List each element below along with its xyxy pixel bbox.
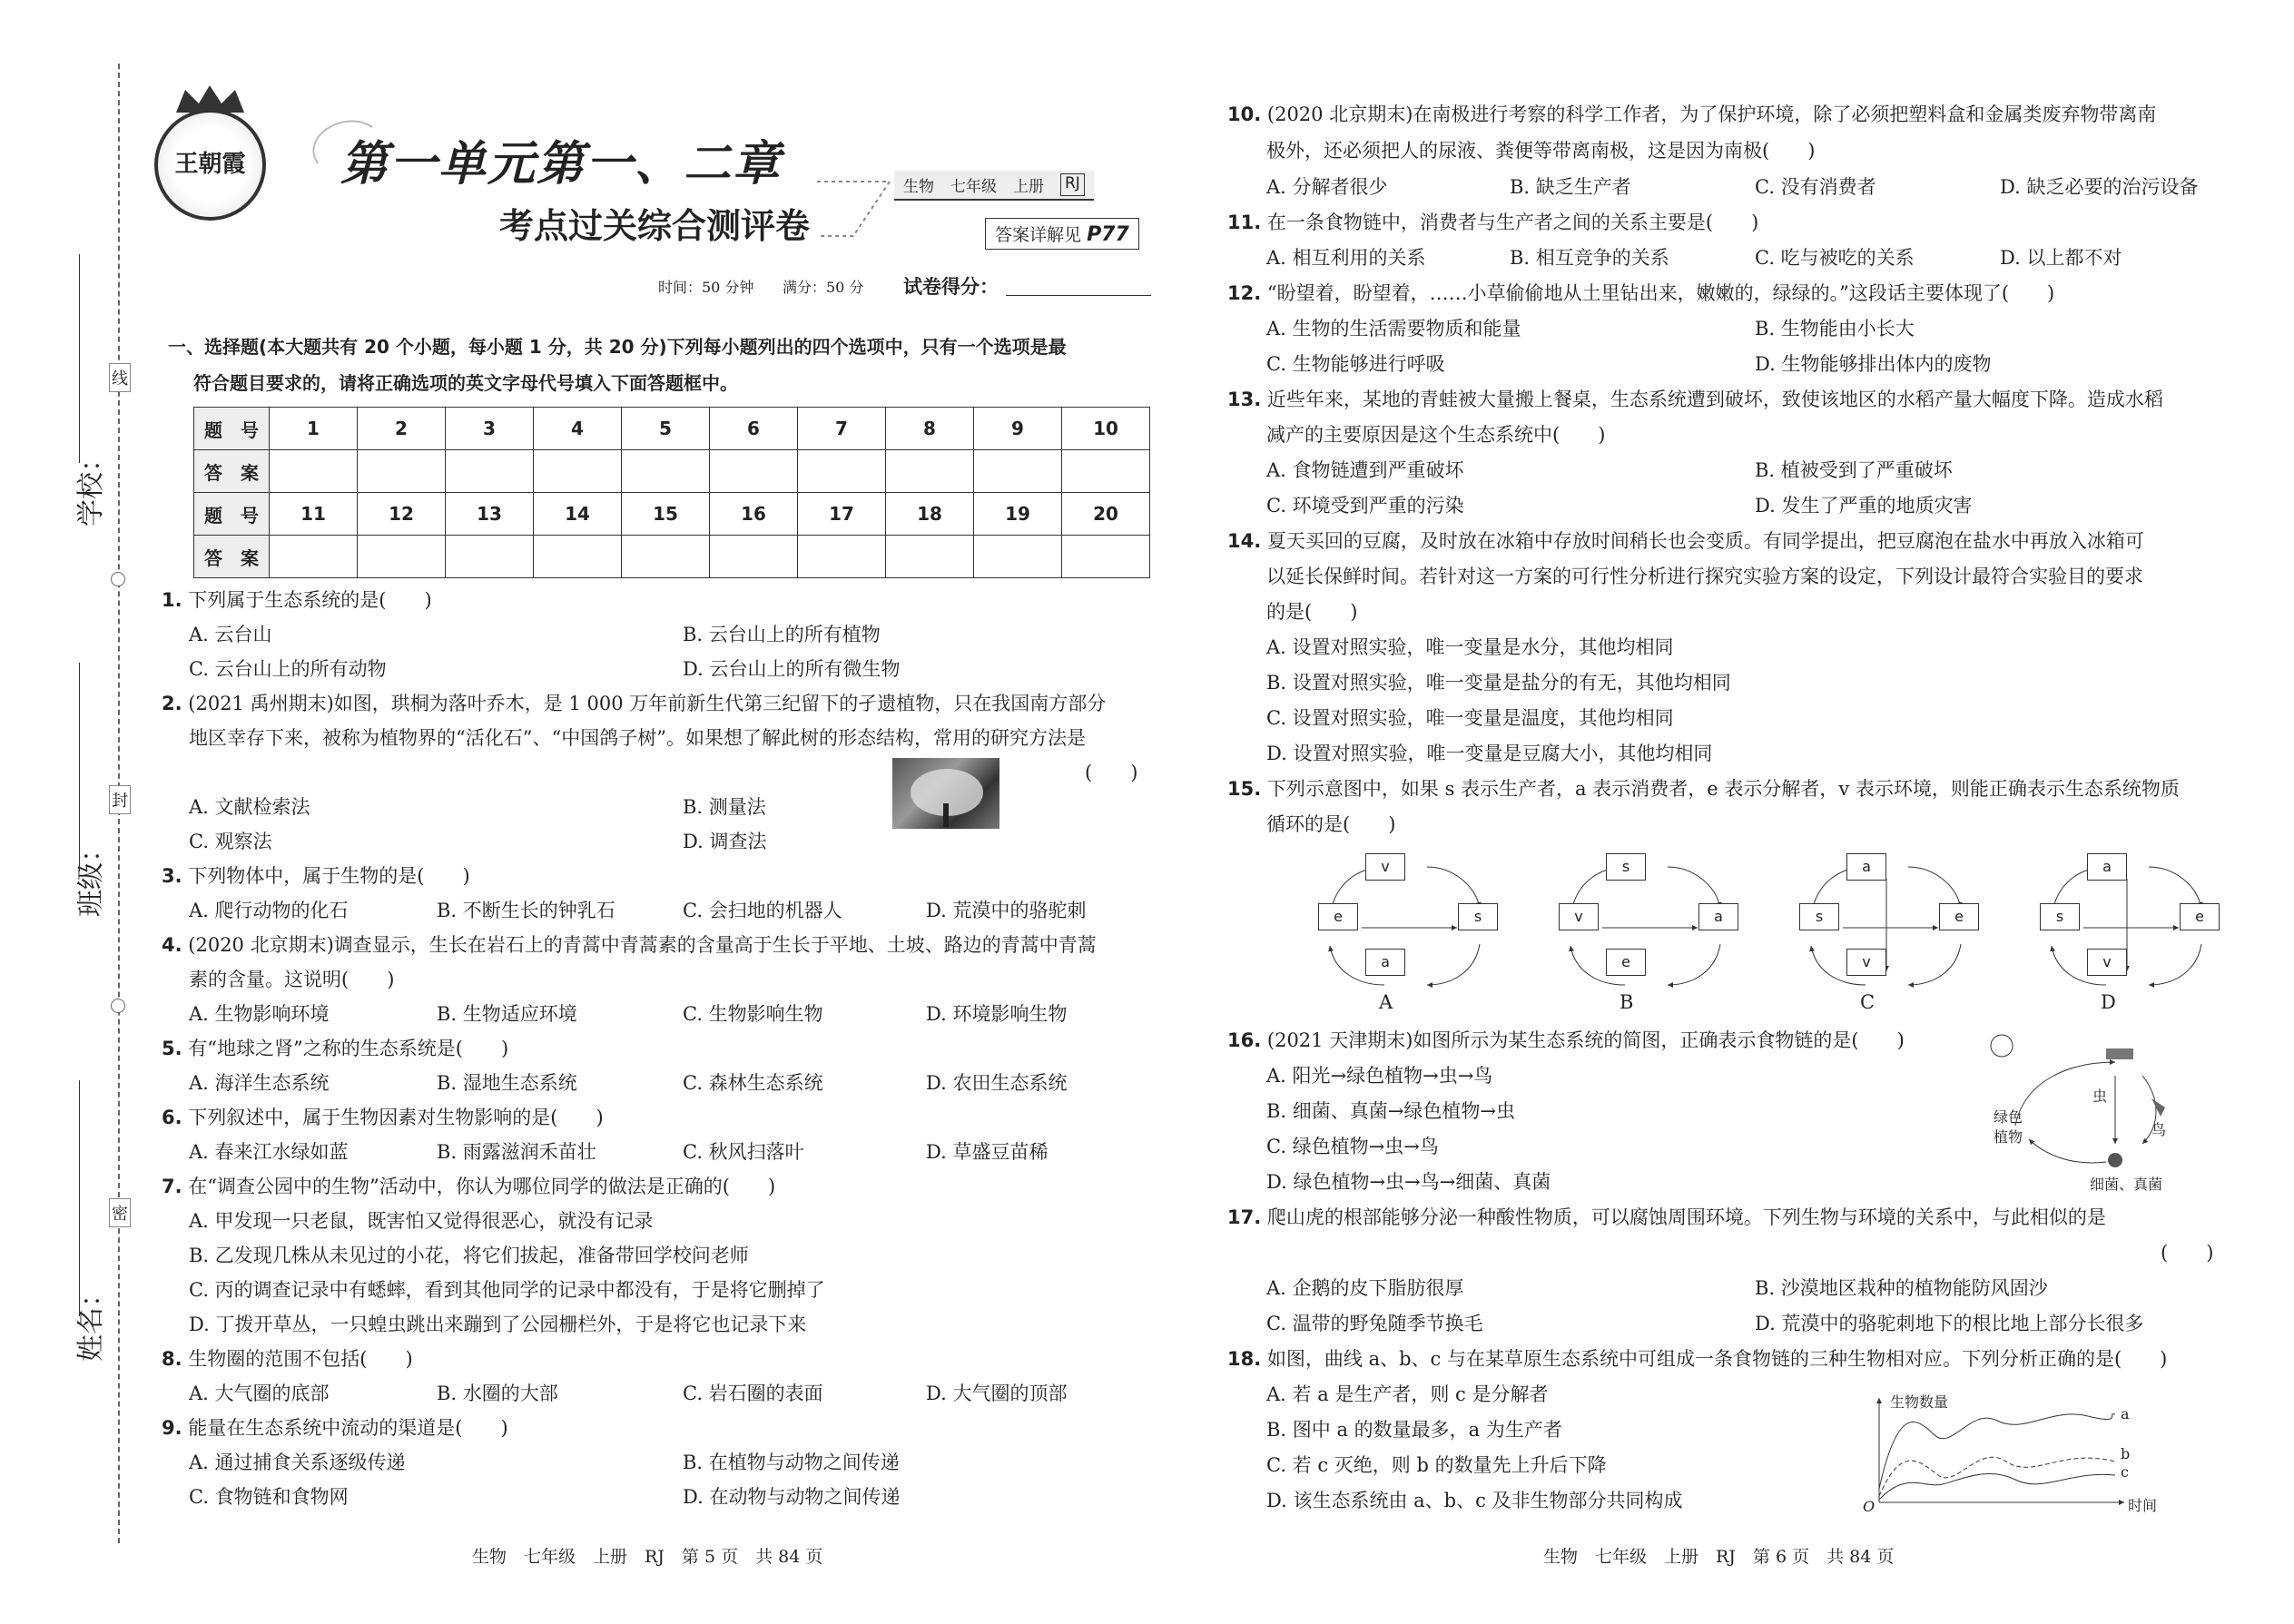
option-b[interactable]: B. 云台山上的所有植物 [683,624,881,645]
option-d[interactable]: D. 调查法 [683,831,767,852]
node-e: e [1318,903,1358,930]
question-number-cell: 13 [446,493,534,536]
question-number-cell: 10 [1062,408,1150,450]
tag-volume: 上册 [1013,178,1044,196]
node-e: e [1606,949,1646,976]
option-a[interactable]: A. 文献检索法 [189,796,310,818]
option-b[interactable]: B. 湿地生态系统 [437,1072,577,1094]
question-number-cell: 14 [534,493,622,536]
graph-origin: O [1863,1498,1876,1515]
page-footer-left: 生物 七年级 上册 RJ 第 5 页 共 84 页 [472,1547,823,1567]
graph-x-label: 时间 [2128,1497,2158,1514]
question-number-cell: 1 [270,408,358,450]
crown-icon [158,85,262,113]
exam-full-score: 满分：50 分 [783,279,864,296]
question-17: 17. 爬山虎的根部能够分泌一种酸性物质，可以腐蚀周围环境。下列生物与环境的关系中，与此相似的是 [1227,1206,2106,1228]
answer-cell[interactable] [622,450,710,493]
question-number-cell: 11 [270,493,358,536]
option-a[interactable]: A. 若 a 是生产者，则 c 是分解者 [1266,1383,1549,1405]
option-b[interactable]: B. 生物适应环境 [437,1003,577,1025]
question-4-line2: 素的含量。这说明( ) [189,969,395,990]
option-d[interactable]: D. 发生了严重的地质灾害 [1755,495,1973,517]
option-b[interactable]: B. 测量法 [683,796,766,818]
question-2: 2. (2021 禹州期末)如图，珙桐为落叶乔木，是 1 000 万年前新生代第三纪留下的孑遗植物，只在我国南方部分 [162,693,1107,714]
answer-cell[interactable] [1062,450,1150,493]
question-number-cell: 6 [710,408,798,450]
answer-cell[interactable] [710,536,798,578]
answer-cell[interactable] [1062,536,1150,578]
option-d[interactable]: D. 绿色植物→虫→鸟→细菌、真菌 [1266,1171,1551,1193]
node-s: s [1458,903,1498,930]
option-c[interactable]: C. 吃与被吃的关系 [1755,247,1915,269]
option-a[interactable]: A. 生物影响环境 [189,1003,330,1025]
answer-cell[interactable] [270,536,358,578]
node-v: v [2087,949,2127,976]
option-c[interactable]: C. 设置对照实验，唯一变量是温度，其他均相同 [1266,707,1674,729]
answer-cell[interactable] [974,536,1062,578]
option-a[interactable]: A. 海洋生态系统 [189,1072,330,1094]
table-row [194,450,1150,493]
option-b[interactable]: B. 缺乏生产者 [1510,176,1631,198]
question-number-cell: 2 [358,408,446,450]
option-c[interactable]: C. 岩石圈的表面 [683,1383,823,1404]
answer-reference [985,218,1139,250]
option-c[interactable]: C. 绿色植物→虫→鸟 [1266,1136,1439,1157]
question-3: 3. 下列物体中，属于生物的是( ) [162,865,470,887]
node-s: s [2040,903,2080,930]
question-15: 15. 下列示意图中，如果 s 表示生产者，a 表示消费者，e 表示分解者，v 表示环境，则能正确表示生态系统物质 [1227,778,2180,800]
option-c[interactable]: C. 生物影响生物 [683,1003,823,1025]
option-c[interactable]: C. 丙的调查记录中有蟋蟀，看到其他同学的记录中都没有，于是将它删掉了 [189,1279,825,1301]
node-v: v [1365,853,1405,881]
tag-subject: 生物 [903,178,934,196]
node-a: a [1846,853,1886,881]
figure-label-bird: 鸟 [2151,1121,2167,1138]
option-b[interactable]: B. 乙发现几株从未见过的小花，将它们拔起，准备带回学校问老师 [189,1245,749,1266]
question-10: 10. (2020 北京期末)在南极进行考察的科学工作者，为了保护环境，除了必须把塑料盒和金属类废弃物带离南 [1227,103,2157,125]
question-number-cell: 20 [1062,493,1150,536]
class-label: 班级： [75,835,107,917]
option-b[interactable]: B. 细菌、真菌→绿色植物→虫 [1266,1100,1515,1122]
answer-cell[interactable] [974,450,1062,493]
option-b[interactable]: B. 雨露滋润禾苗壮 [437,1141,596,1163]
answer-paren: ( ) [2161,1242,2214,1264]
question-number-cell: 5 [622,408,710,450]
option-a[interactable]: A. 大气圈的底部 [189,1383,330,1404]
ecosystem-figure [1979,1026,2197,1180]
question-12: 12. “盼望着，盼望着，……小草偷偷地从土里钻出来，嫩嫩的，绿绿的。”这段话主要体现了( ) [1227,282,2055,304]
score-label: 试卷得分： [903,276,999,298]
option-c[interactable]: C. 若 c 灭绝，则 b 的数量先上升后下降 [1266,1454,1607,1476]
school-field[interactable] [79,254,80,463]
option-a[interactable]: A. 相互利用的关系 [1266,247,1426,269]
insect-icon [2106,1048,2133,1059]
option-a[interactable]: A. 春来江水绿如蓝 [189,1141,349,1163]
node-s: s [1606,853,1646,881]
node-a: a [2087,853,2127,881]
option-d[interactable]: D. 环境影响生物 [926,1003,1068,1025]
question-1: 1. 下列属于生态系统的是( ) [162,589,432,611]
logo-text: 王朝霞 [174,151,246,178]
diagram-label-c: C [1860,991,1876,1013]
question-8: 8. 生物圈的范围不包括( ) [162,1348,413,1370]
answer-cell[interactable] [446,450,534,493]
option-b[interactable]: B. 设置对照实验，唯一变量是盐分的有无，其他均相同 [1266,672,1731,694]
exam-time: 时间：50 分钟 [658,279,754,296]
figure-label-plant2: 植物 [1994,1128,2023,1146]
diagram-label-d: D [2101,991,2116,1013]
option-c[interactable]: C. 云台山上的所有动物 [189,658,387,680]
option-c[interactable]: C. 会扫地的机器人 [683,900,842,921]
node-v: v [1846,949,1886,976]
option-b[interactable]: B. 植被受到了严重破坏 [1755,459,1953,481]
option-d[interactable]: D. 荒漠中的骆驼刺地下的根比地上部分长很多 [1755,1313,2144,1334]
figure-label-microbe: 细菌、真菌 [2090,1176,2163,1193]
answer-cell[interactable] [798,536,886,578]
option-a[interactable]: A. 阳光→绿色植物→虫→鸟 [1266,1065,1493,1087]
answer-cell[interactable] [534,450,622,493]
answer-cell[interactable] [622,536,710,578]
question-number-cell: 15 [622,493,710,536]
option-a[interactable]: A. 云台山 [189,624,272,645]
class-field[interactable] [79,663,80,871]
question-number-cell: 4 [534,408,622,450]
question-number-cell: 3 [446,408,534,450]
question-13-line2: 减产的主要原因是这个生态系统中( ) [1266,424,1606,446]
option-d[interactable]: D. 设置对照实验，唯一变量是豆腐大小，其他均相同 [1266,743,1713,764]
seal-mark-secret: 密 [109,1198,131,1227]
option-a[interactable]: A. 企鹅的皮下脂肪很厚 [1266,1277,1464,1299]
graph-y-label: 生物数量 [1890,1393,1949,1411]
question-6: 6. 下列叙述中，属于生物因素对生物影响的是( ) [162,1107,604,1128]
curve-a [1879,1414,2115,1489]
name-label: 姓名： [75,1280,107,1362]
option-b[interactable]: B. 图中 a 的数量最多，a 为生产者 [1266,1419,1562,1441]
option-c[interactable]: C. 观察法 [189,831,272,852]
option-b[interactable]: B. 沙漠地区栽种的植物能防风固沙 [1755,1277,2048,1299]
node-e: e [2180,903,2220,930]
binding-hole-icon [111,999,125,1013]
name-field[interactable] [79,1080,80,1316]
option-d[interactable]: D. 在动物与动物之间传递 [683,1486,901,1508]
answer-cell[interactable] [358,536,446,578]
question-number-cell: 18 [886,493,974,536]
option-d[interactable]: D. 农田生态系统 [926,1072,1068,1094]
binding-hole-icon [111,572,125,586]
option-a[interactable]: A. 通过捕食关系逐级传递 [189,1452,406,1473]
figure-label-insect: 虫 [2092,1088,2108,1105]
option-d[interactable]: D. 草盛豆苗稀 [926,1141,1049,1163]
question-9: 9. 能量在生态系统中流动的渠道是( ) [162,1417,508,1439]
option-a[interactable]: A. 爬行动物的化石 [189,900,349,921]
option-a[interactable]: A. 甲发现一只老鼠，既害怕又觉得很恶心，就没有记录 [189,1210,654,1232]
option-b[interactable]: B. 不断生长的钟乳石 [437,900,615,921]
curve-a-label: a [2121,1405,2130,1422]
answer-cell[interactable] [886,450,974,493]
question-number-cell: 16 [710,493,798,536]
curve-b-label: b [2121,1445,2131,1462]
node-e: e [1939,903,1979,930]
table-header-answer: 答 案 [194,450,270,493]
diagram-label-b: B [1620,991,1634,1013]
brand-logo [154,109,266,221]
option-d[interactable]: D. 云台山上的所有微生物 [683,658,901,680]
answer-cell[interactable] [270,450,358,493]
option-d[interactable]: D. 以上都不对 [2000,247,2122,269]
tag-edition: RJ [1060,173,1085,196]
question-14-line2: 以延长保鲜时间。若针对这一方案的可行性分析进行探究实验方案的设定，下列设计最符合实验目的要求 [1266,566,2143,587]
option-b[interactable]: B. 水圈的大部 [437,1383,558,1404]
question-7: 7. 在“调查公园中的生物”活动中，你认为哪位同学的做法是正确的( ) [162,1176,776,1197]
question-4: 4. (2020 北京期末)调查显示，生长在岩石上的青蒿中青蒿素的含量高于生长于平地、土坡、路边的青蒿中青蒿 [162,934,1097,956]
seal-mark-line: 线 [109,363,131,392]
page-title: 第一单元第一、二章 [340,137,783,192]
school-label: 学校： [75,445,107,527]
option-d[interactable]: D. 荒漠中的骆驼刺 [926,900,1087,921]
question-number-cell: 7 [798,408,886,450]
question-number-cell: 17 [798,493,886,536]
microbe-icon [2108,1153,2122,1167]
option-a[interactable]: A. 分解者很少 [1266,176,1388,198]
answer-cell[interactable] [886,536,974,578]
option-c[interactable]: C. 秋风扫落叶 [683,1141,804,1163]
figure-label-plant: 绿色 [1994,1108,2023,1126]
option-a[interactable]: A. 生物的生活需要物质和能量 [1266,318,1521,340]
section-instruction-line1: 一、选择题(本大题共有 20 个小题，每小题 1 分，共 20 分)下列每小题列出的四个选项中，只有一个选项是最 [168,336,1067,358]
question-13: 13. 近些年来，某地的青蛙被大量搬上餐桌，生态系统遭到破坏，致使该地区的水稻产量大幅度下降。造成水稻 [1227,389,2163,410]
question-15-line2: 循环的是( ) [1266,813,1396,835]
node-v: v [1559,903,1599,930]
table-row [194,408,1150,450]
option-b[interactable]: B. 在植物与动物之间传递 [683,1452,900,1473]
dove-tree-photo [892,758,999,829]
answer-cell[interactable] [358,450,446,493]
subject-tag [894,171,1094,201]
answer-cell[interactable] [710,450,798,493]
table-header-answer: 答 案 [194,536,270,578]
table-row [194,493,1150,536]
question-18: 18. 如图，曲线 a、b、c 与在某草原生态系统中可组成一条食物链的三种生物相对应。下列分析正确的是( ) [1227,1348,2168,1370]
question-number-cell: 8 [886,408,974,450]
question-11: 11. 在一条食物链中，消费者与生产者之间的关系主要是( ) [1227,212,1759,233]
option-c[interactable]: C. 森林生态系统 [683,1072,823,1094]
table-row [194,536,1150,578]
question-14: 14. 夏天买回的豆腐，及时放在冰箱中存放时间稍长也会变质。有同学提出，把豆腐泡在盐水中再放入冰箱可 [1227,530,2144,552]
question-14-line3: 的是( ) [1266,601,1358,623]
option-d[interactable]: D. 大气圈的顶部 [926,1383,1068,1404]
page-subtitle: 考点过关综合测评卷 [499,205,811,246]
option-d[interactable]: D. 丁拨开草丛，一只蝗虫跳出来蹦到了公园栅栏外，于是将它也记录下来 [189,1314,807,1335]
option-c[interactable]: C. 温带的野兔随季节换毛 [1266,1313,1483,1334]
option-c[interactable]: C. 生物能够进行呼吸 [1266,353,1445,375]
section-instruction-line2: 符合题目要求的，请将正确选项的英文字母代号填入下面答题框中。 [193,372,738,394]
question-16: 16. (2021 天津期末)如图所示为某生态系统的简图，正确表示食物链的是( ) [1227,1029,1905,1051]
answer-cell[interactable] [798,450,886,493]
option-d[interactable]: D. 缺乏必要的治污设备 [2000,176,2199,198]
table-header-number: 题 号 [194,408,270,450]
question-10-line2: 极外，还必须把人的尿液、粪便等带离南极，这是因为南极( ) [1266,140,1816,162]
option-d[interactable]: D. 生物能够排出体内的废物 [1755,353,1992,375]
option-a[interactable]: A. 食物链遭到严重破坏 [1266,459,1464,481]
sun-icon [1991,1035,2013,1057]
answer-paren: ( ) [1085,762,1138,783]
tag-grade: 七年级 [950,178,997,196]
answer-cell[interactable] [534,536,622,578]
question-2-line2: 地区幸存下来，被称为植物界的“活化石”、“中国鸽子树”。如果想了解此树的形态结构，常用的研究方法是 [189,727,1086,749]
answer-table [193,407,1150,578]
option-a[interactable]: A. 设置对照实验，唯一变量是水分，其他均相同 [1266,636,1674,658]
node-a: a [1365,949,1405,976]
answer-ref-label: 答案详解见 [995,225,1082,245]
tree-icon [892,758,999,829]
option-c[interactable]: C. 食物链和食物网 [189,1486,349,1508]
curve-c [1879,1474,2115,1500]
node-a: a [1698,903,1738,930]
page-footer-right: 生物 七年级 上册 RJ 第 6 页 共 84 页 [1543,1547,1895,1567]
diagram-label-a: A [1379,991,1393,1013]
option-c[interactable]: C. 环境受到严重的污染 [1266,495,1464,517]
seal-mark-seal: 封 [109,785,131,814]
question-number-cell: 12 [358,493,446,536]
answer-cell[interactable] [446,536,534,578]
option-d[interactable]: D. 该生态系统由 a、b、c 及非生物部分共同构成 [1266,1490,1683,1511]
question-5: 5. 有“地球之肾”之称的生态系统是( ) [162,1038,509,1059]
curve-c-label: c [2121,1463,2129,1481]
table-header-number: 题 号 [194,493,270,536]
score-field[interactable] [1006,295,1151,296]
answer-ref-page: P77 [1087,223,1129,246]
option-b[interactable]: B. 相互竞争的关系 [1510,247,1669,269]
question-number-cell: 19 [974,493,1062,536]
bird-icon [2151,1098,2165,1117]
option-c[interactable]: C. 没有消费者 [1755,176,1876,198]
node-s: s [1799,903,1839,930]
option-b[interactable]: B. 生物能由小长大 [1755,318,1915,340]
question-number-cell: 9 [974,408,1062,450]
